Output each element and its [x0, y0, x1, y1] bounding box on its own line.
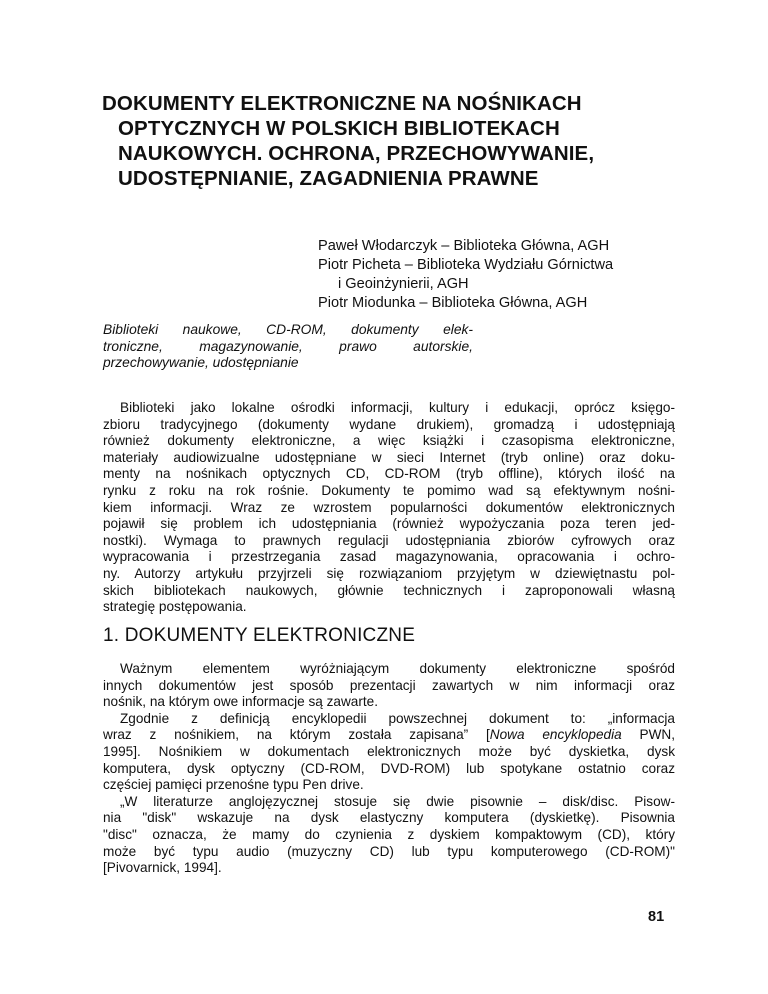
paragraph-line: "disc" oznacza, że mamy do czynienia z dyskiem kompaktowym (CD), który	[103, 826, 675, 842]
abstract-line: ny. Autorzy artykułu przyjrzeli się rozwiązaniom przyjętym w dziewiętnastu pol-	[103, 565, 675, 581]
author-list	[318, 237, 738, 313]
keywords-line: Biblioteki naukowe, CD-ROM, dokumenty elek-	[103, 322, 473, 337]
paragraph-line: nośnik, na którym owe informacje są zawarte.	[103, 694, 379, 710]
paragraph-text: PWN,	[621, 727, 675, 743]
section-body	[103, 661, 675, 877]
paragraph-text: wraz z nośnikiem, na którym została zapisana” [	[103, 727, 490, 743]
title-line: OPTYCZNYCH W POLSKICH BIBLIOTEKACH	[118, 117, 560, 140]
paragraph-line: komputera, dysk optyczny (CD-ROM, DVD-ROM) lub spotykane ostatnio coraz	[103, 760, 675, 776]
page-number: 81	[648, 909, 665, 925]
abstract-line: skich bibliotekach naukowych, głównie technicznych i zaproponowali własną	[103, 582, 675, 598]
author-line: Piotr Picheta – Biblioteka Wydziału Górnictwa	[318, 257, 614, 273]
abstract-line: nostki). Wymaga to prawnych regulacji udostępniania zbiorów cyfrowych oraz	[103, 532, 675, 548]
keywords	[103, 322, 473, 372]
abstract-line: również dokumenty elektroniczne, a więc książki i czasopisma elektroniczne,	[103, 433, 675, 449]
abstract-line: kiem informacji. Wraz ze wzrostem popularności dokumentów elektronicznych	[103, 499, 675, 515]
author-line: Piotr Miodunka – Biblioteka Główna, AGH	[318, 295, 588, 311]
paragraph-line: może być typu audio (muzyczny CD) lub typu komputerowego (CD-ROM)"	[103, 843, 675, 859]
paragraph-line: innych dokumentów jest sposób prezentacji zawartych w nim informacji oraz	[103, 677, 675, 693]
abstract-line: pojawił się problem ich udostępniania (również wypożyczania poza teren jed-	[103, 516, 675, 532]
abstract-line: menty na nośnikach optycznych CD, CD-ROM (tryb offline), których ilość na	[103, 466, 675, 482]
author-line: Paweł Włodarczyk – Biblioteka Główna, AGH	[318, 238, 610, 254]
paragraph-line	[103, 727, 675, 744]
paragraph-line: „W literaturze anglojęzycznej stosuje się dwie pisownie – disk/disc. Pisow-	[120, 793, 675, 809]
keywords-line: troniczne, magazynowanie, prawo autorskie,	[103, 338, 473, 354]
paragraph-line: Ważnym elementem wyróżniającym dokumenty elektroniczne spośród	[120, 661, 675, 676]
paragraph-line: Zgodnie z definicją encyklopedii powszechnej dokument to: „informacja	[120, 710, 675, 726]
abstract-line: strategię postępowania.	[103, 599, 247, 615]
paragraph-line: [Pivovarnick, 1994].	[103, 860, 222, 876]
title-line: UDOSTĘPNIANIE, ZAGADNIENIA PRAWNE	[118, 167, 539, 190]
paragraph-line: 1995]. Nośnikiem w dokumentach elektronicznych może być dyskietka, dysk	[103, 743, 675, 759]
article-title	[102, 91, 682, 191]
abstract-line: Biblioteki jako lokalne ośrodki informacji, kultury i edukacji, oprócz księgo-	[120, 400, 675, 415]
abstract	[103, 400, 675, 616]
paragraph-line: nia "disk" wskazuje na dysk elastyczny komputera (dyskietkę). Pisownia	[103, 810, 675, 826]
abstract-line: wypracowania i przestrzegania zasad magazynowania, opracowania i ochro-	[103, 549, 675, 565]
paragraph-line: częściej pamięci przenośne typu Pen drive.	[103, 777, 364, 793]
title-line: NAUKOWYCH. OCHRONA, PRZECHOWYWANIE,	[118, 142, 595, 165]
abstract-line: rynku z roku na rok rośnie. Dokumenty te pomimo wad są efektywnym nośni-	[103, 482, 675, 498]
citation-title: Nowa encyklopedia	[489, 727, 622, 743]
section-heading: 1. DOKUMENTY ELEKTRONICZNE	[103, 625, 416, 646]
title-line: DOKUMENTY ELEKTRONICZNE NA NOŚNIKACH	[102, 92, 582, 115]
abstract-line: zbioru tradycyjnego (dokumenty wydane drukiem), gromadzą i udostępniają	[103, 416, 675, 432]
keywords-line: przechowywanie, udostępnianie	[103, 355, 299, 371]
author-line: i Geoinżynierii, AGH	[338, 276, 469, 292]
abstract-line: materiały audiowizualne udostępniane w sieci Internet (tryb online) oraz doku-	[103, 449, 675, 465]
